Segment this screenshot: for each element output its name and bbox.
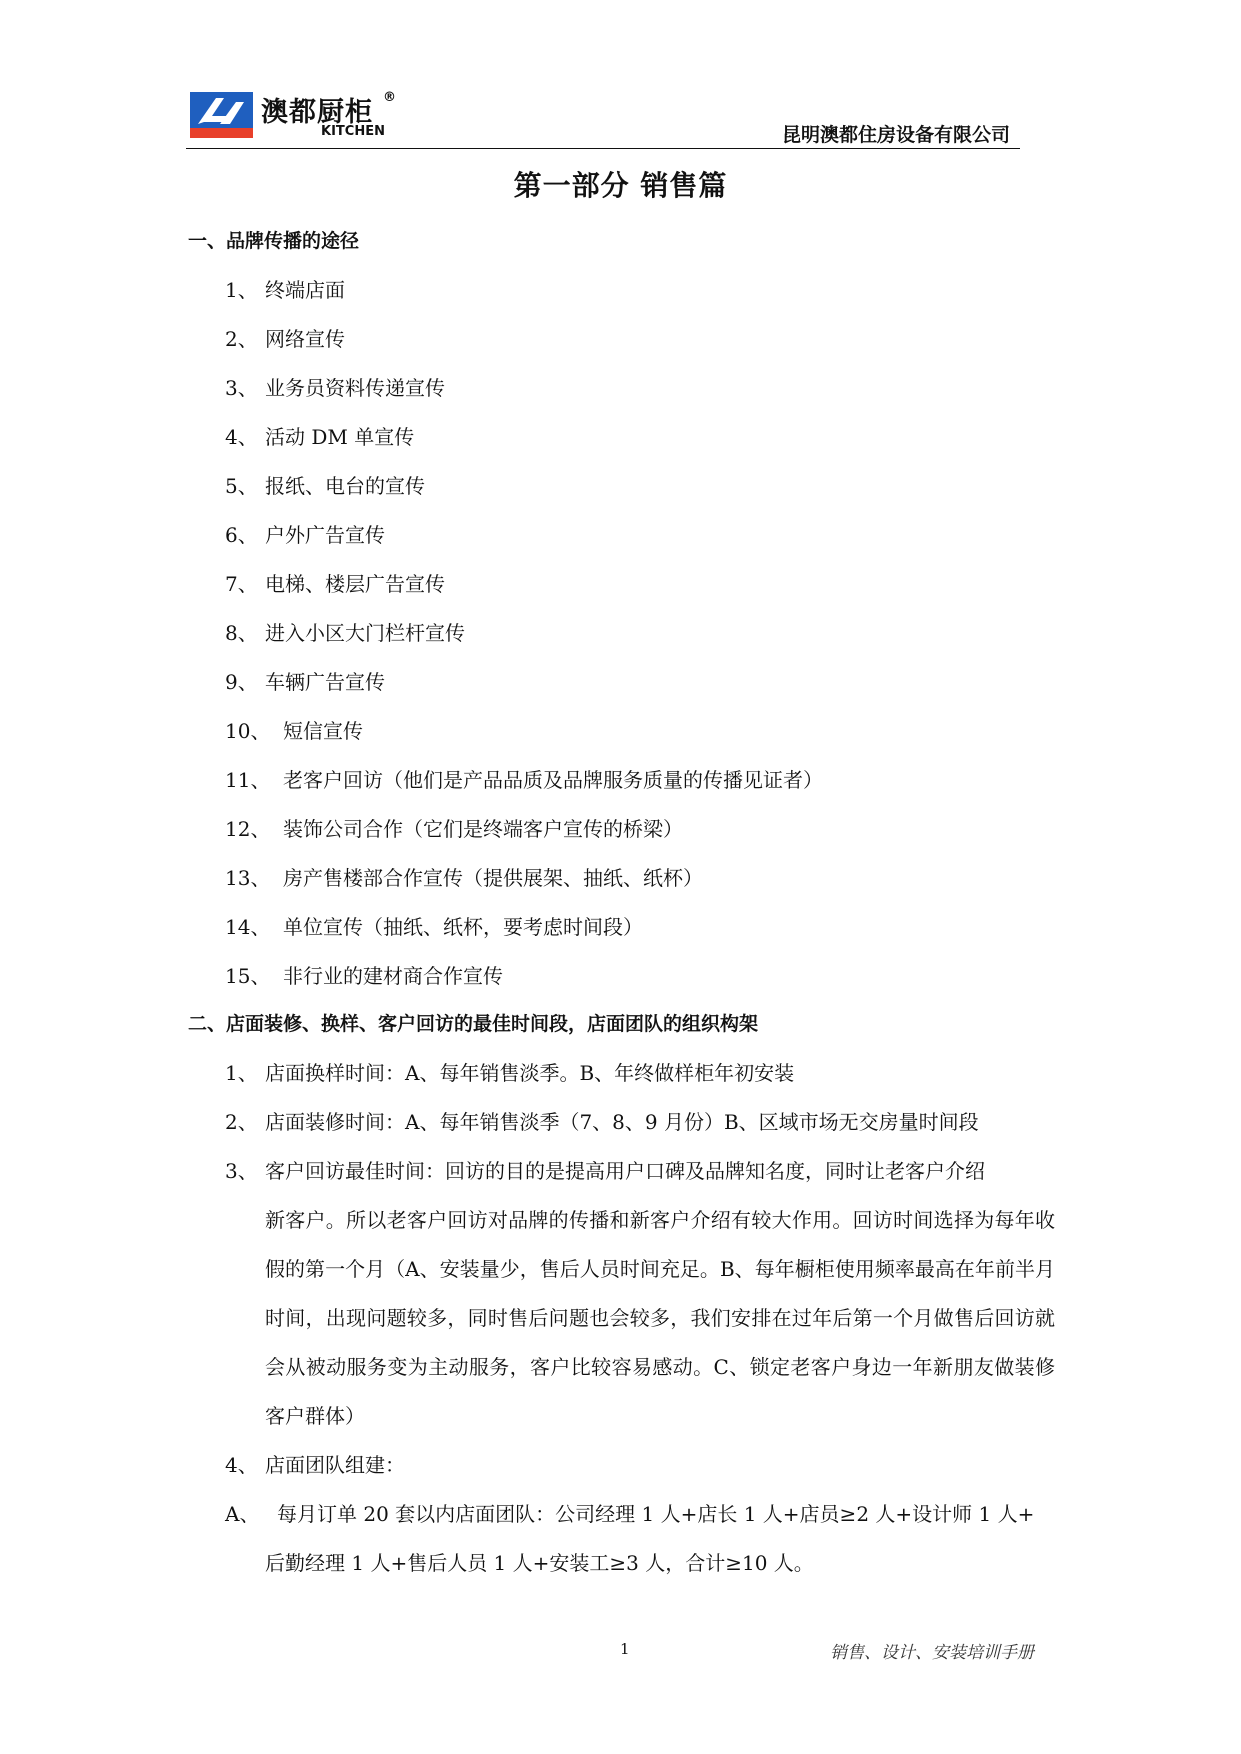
paragraph-continuation: 新客户。所以老客户回访对品牌的传播和新客户介绍有较大作用。回访时间选择为每年收假的第一个月（A、安装量少，售后人员时间充足。B、每年橱柜使用频率最高在年前半月时间，出现问题较多，同时售后问题也会较多，我们安排在过年后第一个月做售后回访就会从被动服务变为主动服务，客户比较容易感动。C、锁定老客户身边一年新朋友做装修客户群体） bbox=[265, 1208, 1055, 1428]
list-item: 11、 老客户回访（他们是产品品质及品牌服务质量的传播见证者） bbox=[225, 768, 823, 792]
company-name: 昆明澳都住房设备有限公司 bbox=[781, 124, 1010, 146]
list-item: 1、 店面换样时间：A、每年销售淡季。B、年终做样柜年初安装 bbox=[225, 1061, 795, 1085]
list-item: 7、 电梯、楼层广告宣传 bbox=[225, 572, 445, 596]
brand-name: 澳都厨柜 bbox=[261, 97, 373, 128]
list-item: 1、 终端店面 bbox=[225, 278, 345, 302]
header-divider bbox=[186, 148, 1020, 149]
brand-logo-icon bbox=[190, 92, 253, 138]
section-heading-2: 二、店面装修、换样、客户回访的最佳时间段，店面团队的组织构架 bbox=[188, 1013, 759, 1035]
registered-mark: ® bbox=[383, 90, 396, 105]
list-item: 2、 网络宣传 bbox=[225, 327, 345, 351]
paragraph-continuation: 后勤经理 1 人+售后人员 1 人+安装工≥3 人，合计≥10 人。 bbox=[265, 1551, 814, 1575]
list-item: 15、 非行业的建材商合作宣传 bbox=[225, 964, 503, 988]
list-item: 9、 车辆广告宣传 bbox=[225, 670, 385, 694]
page-header bbox=[186, 88, 1020, 148]
list-item: 3、 业务员资料传递宣传 bbox=[225, 376, 445, 400]
list-item: 2、 店面装修时间：A、每年销售淡季（7、8、9 月份）B、区域市场无交房量时间段 bbox=[225, 1110, 979, 1134]
brand-subtitle: KITCHEN bbox=[321, 124, 385, 139]
list-item: 14、 单位宣传（抽纸、纸杯，要考虑时间段） bbox=[225, 915, 643, 939]
list-item: 13、 房产售楼部合作宣传（提供展架、抽纸、纸杯） bbox=[225, 866, 703, 890]
list-item: 4、 店面团队组建： bbox=[225, 1453, 405, 1477]
list-item: 5、 报纸、电台的宣传 bbox=[225, 474, 425, 498]
list-item: 8、 进入小区大门栏杆宣传 bbox=[225, 621, 465, 645]
list-item: A、 每月订单 20 套以内店面团队：公司经理 1 人+店长 1 人+店员≥2 人+设计师 1 人+ bbox=[225, 1502, 1035, 1526]
footer-note: 销售、设计、安装培训手册 bbox=[830, 1643, 1034, 1663]
list-item: 4、 活动 DM 单宣传 bbox=[225, 425, 415, 449]
list-item: 12、 装饰公司合作（它们是终端客户宣传的桥梁） bbox=[225, 817, 683, 841]
list-item: 10、 短信宣传 bbox=[225, 719, 363, 743]
list-item: 3、 客户回访最佳时间：回访的目的是提高用户口碑及品牌知名度，同时让老客户介绍 bbox=[225, 1159, 985, 1183]
page-number: 1 bbox=[620, 1640, 630, 1658]
section-heading-1: 一、品牌传播的途径 bbox=[188, 230, 360, 252]
page-title: 第一部分 销售篇 bbox=[513, 169, 728, 202]
list-item: 6、 户外广告宣传 bbox=[225, 523, 385, 547]
